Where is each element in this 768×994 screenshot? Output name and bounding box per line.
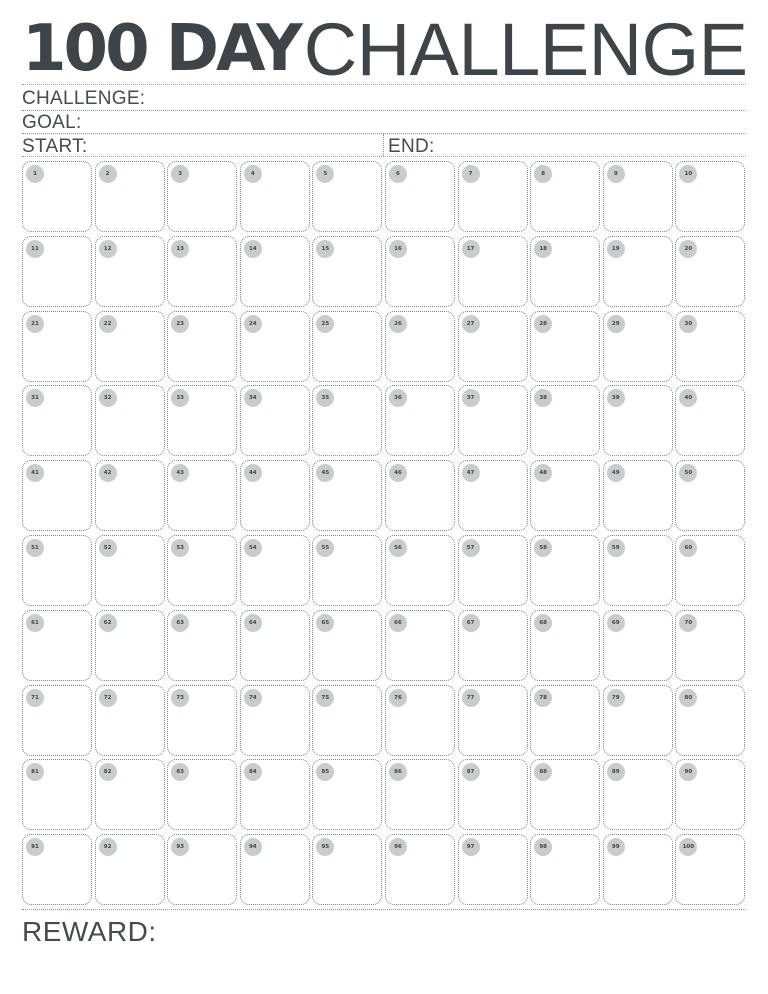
day-cell[interactable] — [675, 236, 745, 307]
day-number-badge: 56 — [389, 539, 407, 557]
day-number-badge: 51 — [26, 539, 44, 557]
day-number-badge: 63 — [171, 614, 189, 632]
day-number-badge: 50 — [679, 464, 697, 482]
day-number-badge: 59 — [607, 539, 625, 557]
title-bold-part: 100 DAY — [22, 12, 300, 86]
day-number-badge: 35 — [316, 389, 334, 407]
day-cell[interactable] — [603, 311, 673, 382]
day-number-badge: 49 — [607, 464, 625, 482]
day-cell[interactable] — [312, 685, 382, 756]
day-number-badge: 85 — [316, 763, 334, 781]
day-number-badge: 32 — [99, 389, 117, 407]
day-number-badge: 54 — [244, 539, 262, 557]
day-number-badge: 29 — [607, 315, 625, 333]
day-cell[interactable] — [167, 759, 237, 830]
day-number-badge: 99 — [607, 838, 625, 856]
day-cell[interactable] — [240, 385, 310, 456]
day-cell[interactable] — [458, 311, 528, 382]
day-cell[interactable] — [22, 236, 92, 307]
day-cell[interactable] — [312, 460, 382, 531]
day-cell[interactable] — [385, 236, 455, 307]
day-cell[interactable] — [603, 834, 673, 905]
day-cell[interactable] — [530, 385, 600, 456]
day-cell[interactable] — [530, 610, 600, 681]
day-number-badge: 9 — [607, 165, 625, 183]
day-cell[interactable] — [458, 610, 528, 681]
day-number-badge: 80 — [679, 689, 697, 707]
day-cell[interactable] — [603, 161, 673, 232]
day-number-badge: 25 — [316, 315, 334, 333]
day-cell[interactable] — [458, 759, 528, 830]
day-cell[interactable] — [312, 161, 382, 232]
day-cell[interactable] — [675, 535, 745, 606]
day-cell[interactable] — [22, 385, 92, 456]
day-cell[interactable] — [530, 685, 600, 756]
day-cell[interactable] — [385, 460, 455, 531]
goal-line[interactable] — [22, 133, 746, 134]
day-cell[interactable] — [385, 385, 455, 456]
day-cell[interactable] — [603, 385, 673, 456]
day-cell[interactable] — [167, 311, 237, 382]
day-number-badge: 53 — [171, 539, 189, 557]
day-number-badge: 60 — [679, 539, 697, 557]
goal-label: GOAL: — [22, 112, 82, 133]
day-cell[interactable] — [603, 460, 673, 531]
day-cell[interactable] — [675, 610, 745, 681]
day-number-badge: 73 — [171, 689, 189, 707]
day-cell[interactable] — [167, 685, 237, 756]
day-number-badge: 34 — [244, 389, 262, 407]
day-number-badge: 17 — [462, 240, 480, 258]
challenge-line[interactable] — [22, 110, 746, 111]
day-number-badge: 75 — [316, 689, 334, 707]
day-number-badge: 44 — [244, 464, 262, 482]
day-cell[interactable] — [240, 834, 310, 905]
day-number-badge: 81 — [26, 763, 44, 781]
day-cell[interactable] — [603, 610, 673, 681]
day-cell[interactable] — [240, 759, 310, 830]
day-number-badge: 95 — [316, 838, 334, 856]
day-number-badge: 96 — [389, 838, 407, 856]
day-cell[interactable] — [95, 236, 165, 307]
day-cell[interactable] — [458, 236, 528, 307]
day-number-badge: 90 — [679, 763, 697, 781]
day-number-badge: 69 — [607, 614, 625, 632]
day-cell[interactable] — [385, 685, 455, 756]
day-number-badge: 37 — [462, 389, 480, 407]
day-number-badge: 26 — [389, 315, 407, 333]
day-cell[interactable] — [312, 236, 382, 307]
day-cell[interactable] — [22, 311, 92, 382]
day-cell[interactable] — [458, 385, 528, 456]
day-number-badge: 97 — [462, 838, 480, 856]
day-number-badge: 22 — [99, 315, 117, 333]
day-grid — [22, 161, 745, 905]
day-number-badge: 55 — [316, 539, 334, 557]
day-cell[interactable] — [458, 460, 528, 531]
day-cell[interactable] — [603, 685, 673, 756]
day-number-badge: 13 — [171, 240, 189, 258]
day-number-badge: 10 — [679, 165, 697, 183]
day-cell[interactable] — [675, 834, 745, 905]
day-cell[interactable] — [240, 161, 310, 232]
day-number-badge: 19 — [607, 240, 625, 258]
day-number-badge: 45 — [316, 464, 334, 482]
day-cell[interactable] — [240, 685, 310, 756]
end-label: END: — [388, 136, 435, 157]
day-number-badge: 14 — [244, 240, 262, 258]
day-number-badge: 86 — [389, 763, 407, 781]
day-cell[interactable] — [675, 161, 745, 232]
day-number-badge: 40 — [679, 389, 697, 407]
day-number-badge: 46 — [389, 464, 407, 482]
day-cell[interactable] — [530, 311, 600, 382]
day-cell[interactable] — [675, 759, 745, 830]
day-number-badge: 57 — [462, 539, 480, 557]
day-number-badge: 84 — [244, 763, 262, 781]
day-number-badge: 31 — [26, 389, 44, 407]
day-number-badge: 20 — [679, 240, 697, 258]
day-cell[interactable] — [95, 385, 165, 456]
day-number-badge: 88 — [534, 763, 552, 781]
day-number-badge: 47 — [462, 464, 480, 482]
day-cell[interactable] — [530, 535, 600, 606]
day-number-badge: 100 — [679, 838, 697, 856]
page-title — [22, 7, 748, 91]
day-number-badge: 68 — [534, 614, 552, 632]
day-cell[interactable] — [530, 236, 600, 307]
day-cell[interactable] — [95, 311, 165, 382]
day-cell[interactable] — [312, 759, 382, 830]
day-number-badge: 11 — [26, 240, 44, 258]
day-number-badge: 98 — [534, 838, 552, 856]
day-cell[interactable] — [167, 161, 237, 232]
day-number-badge: 4 — [244, 165, 262, 183]
day-number-badge: 42 — [99, 464, 117, 482]
reward-label: REWARD: — [22, 916, 157, 947]
day-cell[interactable] — [240, 311, 310, 382]
day-cell[interactable] — [95, 161, 165, 232]
day-cell[interactable] — [167, 610, 237, 681]
day-number-badge: 2 — [99, 165, 117, 183]
day-cell[interactable] — [385, 311, 455, 382]
day-number-badge: 33 — [171, 389, 189, 407]
day-number-badge: 92 — [99, 838, 117, 856]
day-cell[interactable] — [240, 535, 310, 606]
day-number-badge: 16 — [389, 240, 407, 258]
day-number-badge: 87 — [462, 763, 480, 781]
day-number-badge: 64 — [244, 614, 262, 632]
day-number-badge: 70 — [679, 614, 697, 632]
day-number-badge: 61 — [26, 614, 44, 632]
day-number-badge: 52 — [99, 539, 117, 557]
day-number-badge: 71 — [26, 689, 44, 707]
day-cell[interactable] — [458, 161, 528, 232]
day-cell[interactable] — [95, 535, 165, 606]
day-number-badge: 18 — [534, 240, 552, 258]
day-cell[interactable] — [530, 759, 600, 830]
day-cell[interactable] — [95, 834, 165, 905]
day-cell[interactable] — [385, 610, 455, 681]
day-cell[interactable] — [22, 685, 92, 756]
day-number-badge: 23 — [171, 315, 189, 333]
day-cell[interactable] — [22, 759, 92, 830]
day-number-badge: 74 — [244, 689, 262, 707]
day-cell[interactable] — [167, 385, 237, 456]
day-number-badge: 12 — [99, 240, 117, 258]
day-number-badge: 67 — [462, 614, 480, 632]
day-cell[interactable] — [603, 535, 673, 606]
day-cell[interactable] — [312, 385, 382, 456]
day-number-badge: 27 — [462, 315, 480, 333]
day-cell[interactable] — [530, 834, 600, 905]
title-divider — [22, 84, 746, 85]
day-cell[interactable] — [603, 759, 673, 830]
day-cell[interactable] — [22, 834, 92, 905]
day-cell[interactable] — [167, 535, 237, 606]
start-label: START: — [22, 136, 88, 157]
day-number-badge: 1 — [26, 165, 44, 183]
day-number-badge: 72 — [99, 689, 117, 707]
day-cell[interactable] — [167, 236, 237, 307]
day-number-badge: 91 — [26, 838, 44, 856]
day-cell[interactable] — [167, 834, 237, 905]
day-cell[interactable] — [167, 460, 237, 531]
day-number-badge: 77 — [462, 689, 480, 707]
day-cell[interactable] — [95, 759, 165, 830]
reward-divider — [22, 909, 746, 910]
day-number-badge: 82 — [99, 763, 117, 781]
day-number-badge: 21 — [26, 315, 44, 333]
day-number-badge: 65 — [316, 614, 334, 632]
day-cell[interactable] — [240, 460, 310, 531]
start-end-line[interactable] — [22, 156, 746, 157]
day-cell[interactable] — [312, 834, 382, 905]
day-cell[interactable] — [312, 535, 382, 606]
day-number-badge: 15 — [316, 240, 334, 258]
day-cell[interactable] — [95, 610, 165, 681]
day-cell[interactable] — [22, 610, 92, 681]
day-cell[interactable] — [22, 161, 92, 232]
day-cell[interactable] — [240, 610, 310, 681]
day-number-badge: 94 — [244, 838, 262, 856]
day-number-badge: 62 — [99, 614, 117, 632]
day-number-badge: 41 — [26, 464, 44, 482]
day-cell[interactable] — [312, 610, 382, 681]
day-cell[interactable] — [22, 460, 92, 531]
day-number-badge: 36 — [389, 389, 407, 407]
start-end-separator — [383, 134, 384, 156]
day-number-badge: 7 — [462, 165, 480, 183]
day-number-badge: 76 — [389, 689, 407, 707]
day-cell[interactable] — [675, 385, 745, 456]
day-number-badge: 8 — [534, 165, 552, 183]
day-cell[interactable] — [95, 460, 165, 531]
day-number-badge: 48 — [534, 464, 552, 482]
day-number-badge: 30 — [679, 315, 697, 333]
day-number-badge: 78 — [534, 689, 552, 707]
day-cell[interactable] — [385, 759, 455, 830]
day-cell[interactable] — [240, 236, 310, 307]
day-cell[interactable] — [458, 535, 528, 606]
day-cell[interactable] — [458, 685, 528, 756]
day-cell[interactable] — [385, 535, 455, 606]
day-number-badge: 38 — [534, 389, 552, 407]
day-number-badge: 43 — [171, 464, 189, 482]
day-cell[interactable] — [530, 460, 600, 531]
day-cell[interactable] — [95, 685, 165, 756]
day-number-badge: 24 — [244, 315, 262, 333]
day-cell[interactable] — [385, 161, 455, 232]
day-cell[interactable] — [22, 535, 92, 606]
title-light-part: CHALLENGE — [303, 7, 748, 91]
day-cell[interactable] — [675, 311, 745, 382]
day-number-badge: 39 — [607, 389, 625, 407]
day-cell[interactable] — [675, 460, 745, 531]
day-number-badge: 83 — [171, 763, 189, 781]
day-number-badge: 58 — [534, 539, 552, 557]
day-number-badge: 93 — [171, 838, 189, 856]
day-number-badge: 66 — [389, 614, 407, 632]
day-number-badge: 79 — [607, 689, 625, 707]
day-cell[interactable] — [675, 685, 745, 756]
day-number-badge: 5 — [316, 165, 334, 183]
day-cell[interactable] — [530, 161, 600, 232]
day-number-badge: 3 — [171, 165, 189, 183]
day-number-badge: 89 — [607, 763, 625, 781]
day-number-badge: 6 — [389, 165, 407, 183]
day-cell[interactable] — [458, 834, 528, 905]
day-cell[interactable] — [385, 834, 455, 905]
challenge-label: CHALLENGE: — [22, 88, 146, 109]
day-cell[interactable] — [312, 311, 382, 382]
day-cell[interactable] — [603, 236, 673, 307]
day-number-badge: 28 — [534, 315, 552, 333]
